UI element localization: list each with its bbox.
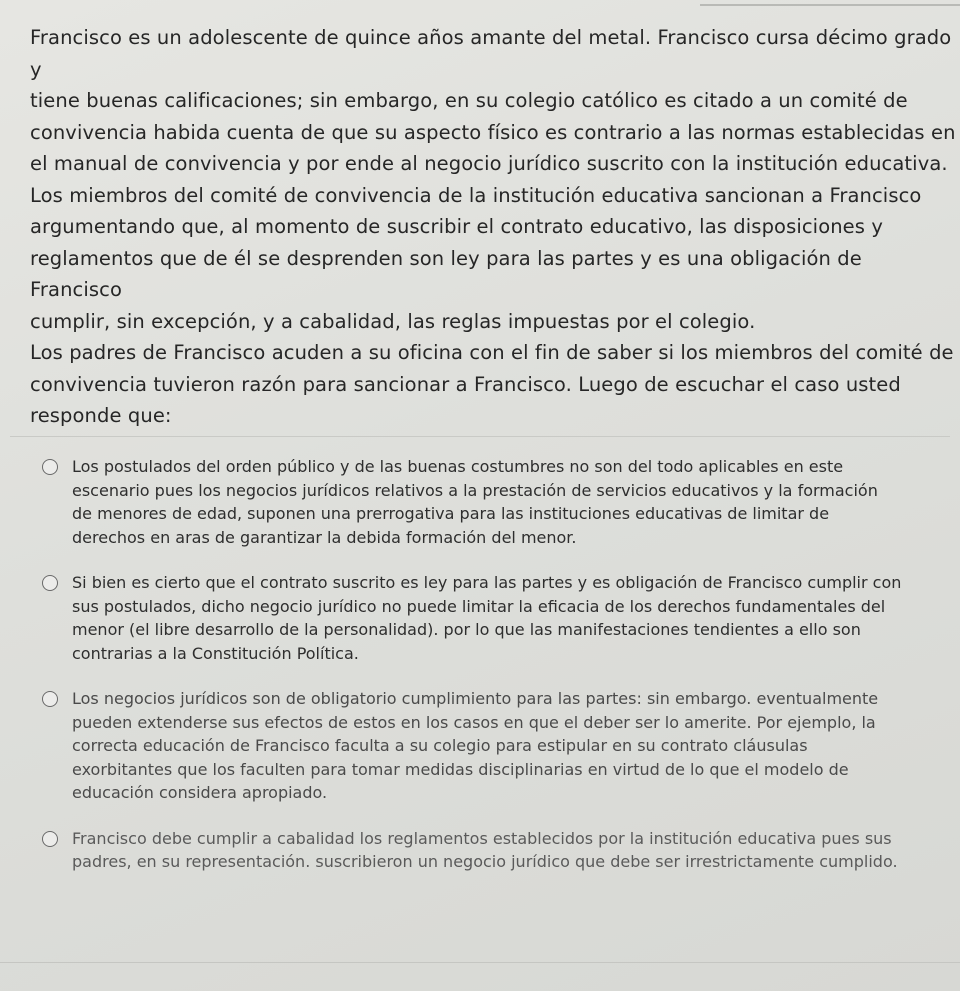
option-d[interactable] — [0, 827, 960, 874]
radio-icon[interactable] — [42, 575, 58, 591]
option-a-text: Los postulados del orden público y de las buenas costumbres no son del todo aplicables en este escenario pues los negocios jurídicos relativos a la prestación de servicios educativos y la formación de menores de edad, suponen una prerrogativa para las instituciones educativas de limitar de derechos en aras de garantizar la debida formación del menor. — [72, 457, 878, 547]
radio-icon[interactable] — [42, 831, 58, 847]
option-b-text: Si bien es cierto que el contrato suscrito es ley para las partes y es obligación de Francisco cumplir con sus postulados, dicho negocio jurídico no puede limitar la eficacia de los derechos fundamentales del menor (el libre desarrollo de la personalidad). por lo que las manifestaciones tendientes a ello son contrarias a la Constitución Política. — [72, 573, 902, 663]
radio-icon[interactable] — [42, 459, 58, 475]
option-a[interactable] — [0, 455, 960, 549]
option-c[interactable] — [0, 687, 960, 805]
radio-icon[interactable] — [42, 691, 58, 707]
question-divider — [10, 436, 950, 437]
option-d-text: Francisco debe cumplir a cabalidad los reglamentos establecidos por la institución educativa pues sus padres, en su representación. suscribieron un negocio jurídico que debe ser irrestrictamente cumplido. — [72, 828, 898, 871]
question-text: Francisco es un adolescente de quince años amante del metal. Francisco cursa décimo grado y tiene buenas calificaciones; sin embargo, en su colegio católico es citado a un comité de convivencia habida cuenta de que su aspecto físico es contrario a las normas establecidas en el manual de convivencia y por ende al negocio jurídico suscrito con la institución educativa. Los miembros del comité de convivencia de la institución educativa sancionan a Francisco argumentando que, al momento de suscribir el contrato educativo, las disposiciones y reglamentos que de él se desprenden son ley para las partes y es una obligación de Francisco cumplir, sin excepción, y a cabalidad, las reglas impuestas por el colegio. Los padres de Francisco acuden a su oficina con el fin de saber si los miembros del comité de convivencia tuvieron razón para sancionar a Francisco. Luego de escuchar el caso usted responde que: — [30, 26, 956, 427]
answer-options — [0, 455, 960, 896]
option-b[interactable] — [0, 571, 960, 665]
top-divider — [700, 4, 960, 6]
option-c-text: Los negocios jurídicos son de obligatorio cumplimiento para las partes: sin embargo. eventualmente pueden extenderse sus efectos de estos en los casos en que el deber ser lo amerite. Por ejemplo, la correcta educación de Francisco faculta a su colegio para estipular en su contrato cláusulas exorbitantes que los faculten para tomar medidas disciplinarias en virtud de lo que el modelo de educación considera apropiado. — [72, 689, 879, 802]
bottom-divider — [0, 962, 960, 963]
